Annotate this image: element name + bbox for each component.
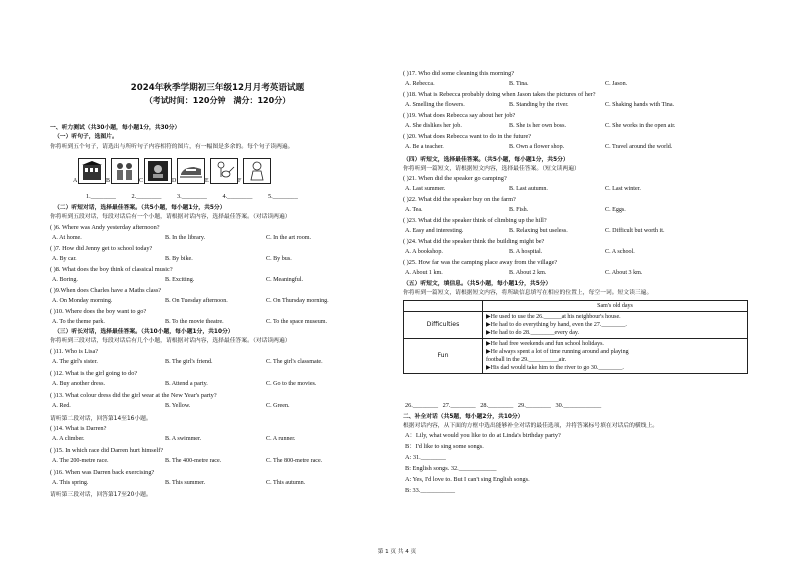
option-c[interactable]: C. A runner.: [266, 436, 296, 442]
option-b[interactable]: B. To the movie theatre.: [165, 319, 224, 325]
question-stem[interactable]: ( )8. What does the boy think of classical music?: [50, 266, 173, 273]
boy-icon: [244, 159, 270, 183]
question-stem[interactable]: ( )23. What did the speaker think of climbing up the hill?: [403, 217, 547, 224]
building-icon: [79, 159, 105, 183]
table-line: ▶He always spent a lot of time running around and playing: [486, 349, 629, 355]
option-a[interactable]: A. Smelling the flowers.: [405, 102, 465, 108]
option-b[interactable]: B. Tina.: [509, 81, 529, 87]
dialogue-line[interactable]: B: English songs. 32.____________: [405, 465, 497, 472]
option-a[interactable]: A. Tea.: [405, 207, 423, 213]
option-c[interactable]: C. Last winter.: [605, 186, 641, 192]
option-b[interactable]: B. Exciting.: [165, 277, 195, 283]
option-a[interactable]: A. Buy another dress.: [52, 381, 105, 387]
exam-title: 2024年秋季学期初三年级12月月考英语试题: [130, 83, 305, 93]
option-c[interactable]: C. The 800-metre race.: [266, 458, 323, 464]
option-c[interactable]: C. A school.: [605, 249, 635, 255]
picture-e: [205, 158, 238, 184]
option-b[interactable]: B. On Tuesday afternoon.: [165, 298, 228, 304]
dialogue-line[interactable]: A: 31.________: [405, 454, 446, 461]
poster-icon: [145, 159, 171, 183]
option-a[interactable]: A. She dislikes her job.: [405, 123, 462, 129]
question-stem[interactable]: ( )11. Who is Lisa?: [50, 348, 99, 355]
option-b[interactable]: B. In the library.: [165, 235, 206, 241]
option-c[interactable]: C. By bus.: [266, 256, 292, 262]
note-dialogue-2: 请听第二段对话，回答第14至16小题。: [50, 416, 152, 422]
option-b[interactable]: B. A hospital.: [509, 249, 543, 255]
table-header: Sam's old days: [483, 301, 748, 312]
picture-b: [106, 158, 139, 184]
question-stem[interactable]: ( )14. What is Darren?: [50, 425, 107, 432]
exam-subtitle: （考试时间：120分钟 满分：120分）: [144, 96, 291, 105]
question-stem[interactable]: ( )22. What did the speaker buy on the farm?: [403, 196, 516, 203]
question-stem[interactable]: ( )17. Who did some cleaning this morning?: [403, 70, 515, 77]
option-b[interactable]: B. A swimmer.: [165, 436, 202, 442]
table-line: ▶He had to do everything by hand, even the 27.________.: [486, 322, 627, 328]
picture-f: [238, 158, 271, 184]
option-c[interactable]: C. To the space museum.: [266, 319, 328, 325]
question-stem[interactable]: ( )15. In which race did Darren hurt himself?: [50, 447, 164, 454]
picture-label: B: [106, 178, 111, 184]
part2-instructions: 你将听到五段对话，每段对话后有一个小题，请根据对话内容，选择最佳答案。（对话读两遍）: [50, 214, 291, 220]
option-a[interactable]: A. The 200-metre race.: [52, 458, 109, 464]
part4-heading: （四）听短文，选择最佳答案。（共5小题，每小题1分，共5分）: [403, 157, 569, 163]
section1-heading: 一、听力测试（共30小题，每小题1分，共30分）: [50, 125, 181, 131]
option-a[interactable]: A. A bookshop.: [405, 249, 443, 255]
part2-heading: （二）听短对话，选择最佳答案。（共5小题，每小题1分，共5分）: [54, 205, 226, 211]
part1-answer-blanks[interactable]: 1.________ 2.________ 3.________ 4.________ 5.________: [86, 193, 298, 200]
fun-label: Fun: [404, 339, 483, 374]
picture-label: A: [73, 178, 78, 184]
option-a[interactable]: A. At home.: [52, 235, 82, 241]
picture-label: C: [139, 178, 144, 184]
option-b[interactable]: B. Fish.: [509, 207, 529, 213]
option-a[interactable]: A. About 1 km.: [405, 270, 443, 276]
part3-instructions: 你将听到三段对话，每段对话后有几个小题，请根据对话内容，选择最佳答案。（对话读两遍）: [50, 338, 291, 344]
option-b[interactable]: B. This summer.: [165, 480, 206, 486]
option-b[interactable]: B. Attend a party.: [165, 381, 208, 387]
option-c[interactable]: C. She works in the open air.: [605, 123, 676, 129]
table-line: ▶He had free weekends and fun school holidays.: [486, 341, 604, 347]
option-a[interactable]: A. Red.: [52, 403, 71, 409]
difficulties-label: Difficulties: [404, 312, 483, 339]
table-row-difficulties: [404, 312, 748, 339]
guitar-player-icon: [211, 159, 237, 183]
part5-instructions: 你将听到一篇短文，请根据短文内容，将所缺信息填写在相应的位置上，每空一词。短文读三遍。: [403, 290, 653, 296]
question-stem[interactable]: ( )24. What did the speaker think the building might be?: [403, 238, 545, 245]
part1-instructions: 你将听到五个句子，请选出与所听句子内容相符的图片，有一幅图是多余的。每个句子读两遍。: [50, 144, 294, 150]
table-line: ▶His dad would take him to the river to go 30.________.: [486, 365, 624, 371]
difficulties-cell[interactable]: [483, 312, 748, 339]
option-a[interactable]: A. Rebecca.: [405, 81, 435, 87]
question-stem[interactable]: ( )19. What does Rebecca say about her job?: [403, 112, 516, 119]
option-b[interactable]: B. Yellow.: [165, 403, 191, 409]
option-b[interactable]: B. The 400-metre race.: [165, 458, 222, 464]
option-c[interactable]: C. About 3 km.: [605, 270, 643, 276]
option-c[interactable]: C. Go to the movies.: [266, 381, 317, 387]
option-c[interactable]: C. The girl's classmate.: [266, 359, 323, 365]
option-b[interactable]: B. The girl's friend.: [165, 359, 213, 365]
table-line: football in the 29.__________air.: [486, 357, 567, 363]
option-a[interactable]: A. Last summer.: [405, 186, 446, 192]
dialogue-line: A：Lily, what would you like to do at Linda's birthday party?: [405, 432, 561, 439]
question-stem[interactable]: ( )25. How far was the camping place away from the village?: [403, 259, 558, 266]
sams-old-days-table: [403, 300, 748, 374]
option-c[interactable]: C. Difficult but worth it.: [605, 228, 665, 234]
option-b[interactable]: B. About 2 km.: [509, 270, 547, 276]
picture-a: [73, 158, 106, 184]
option-c[interactable]: C. On Thursday morning.: [266, 298, 329, 304]
dialogue-line[interactable]: B: 33.___________: [405, 487, 456, 494]
part4-instructions: 你将听到一篇短文，请根据短文内容，选择最佳答案。（短文读两遍）: [403, 166, 580, 172]
question-stem[interactable]: ( )10. Where does the boy want to go?: [50, 308, 147, 315]
table-row-fun: [404, 339, 748, 374]
option-b[interactable]: B. She is her own boss.: [509, 123, 567, 129]
option-a[interactable]: A. Boring.: [52, 277, 78, 283]
question-stem[interactable]: ( )9.When does Charles have a Maths class?: [50, 287, 162, 294]
option-c[interactable]: C. This autumn.: [266, 480, 306, 486]
picture-d: [172, 158, 205, 184]
option-c[interactable]: C. Travel around the world.: [605, 144, 673, 150]
option-b[interactable]: B. Own a flower shop.: [509, 144, 565, 150]
dialogue-line: B：I'd like to sing some songs.: [405, 443, 484, 450]
part1-heading: （一）听句子，选图片。: [54, 134, 118, 140]
option-c[interactable]: C. Green.: [266, 403, 290, 409]
option-a[interactable]: A. By car.: [52, 256, 77, 262]
option-c[interactable]: C. Jason.: [605, 81, 628, 87]
option-c[interactable]: C. Meaningful.: [266, 277, 304, 283]
part5-answer-blanks[interactable]: 26.________ 27.________ 28.________ 29.________ 30.____________: [405, 402, 602, 409]
fun-cell[interactable]: [483, 339, 748, 374]
part5-heading: （五）听短文，填信息。（共5小题，每小题1分，共5分）: [403, 281, 552, 287]
option-b[interactable]: B. Last autumn.: [509, 186, 548, 192]
option-b[interactable]: B. Relaxing but useless.: [509, 228, 568, 234]
option-a[interactable]: A. The girl's sister.: [52, 359, 98, 365]
question-stem[interactable]: ( )12. What is the girl going to do?: [50, 370, 138, 377]
question-stem[interactable]: ( )21. When did the speaker go camping?: [403, 175, 507, 182]
question-stem[interactable]: ( )7. How did Jenny get to school today?: [50, 245, 153, 252]
people-icon: [112, 159, 138, 183]
question-stem[interactable]: ( )18. What is Rebecca probably doing when Jason takes the pictures of her?: [403, 91, 596, 98]
picture-row: [73, 158, 271, 184]
section2-heading: 二、补全对话（共5题，每小题2分，共10分）: [403, 414, 524, 420]
table-line: ▶He had to do 28.________every day.: [486, 330, 580, 336]
option-a[interactable]: A. A climber.: [52, 436, 85, 442]
option-a[interactable]: A. Easy and interesting.: [405, 228, 464, 234]
train-icon: [178, 159, 204, 183]
note-dialogue-3: 请听第三段对话，回答第17至20小题。: [50, 492, 152, 498]
option-c[interactable]: C. Shaking hands with Tina.: [605, 102, 675, 108]
question-stem[interactable]: ( )16. When was Darren back exercising?: [50, 469, 155, 476]
option-a[interactable]: A. This spring.: [52, 480, 89, 486]
picture-c: [139, 158, 172, 184]
table-line: ▶He used to use the 26.______at his neighbour's house.: [486, 314, 621, 320]
question-stem[interactable]: ( )6. Where was Andy yesterday afternoon?: [50, 224, 160, 231]
picture-label: E: [205, 178, 209, 184]
page-footer: 第 1 页 共 4 页: [377, 549, 417, 555]
option-b[interactable]: B. Standing by the river.: [509, 102, 569, 108]
option-a[interactable]: A. Be a teacher.: [405, 144, 444, 150]
option-c[interactable]: C. Eggs.: [605, 207, 626, 213]
section2-instructions: 根据对话内容，从下面的方框中选出能够补全对话的最佳选项，并将答案标号填在对话后的横线上。: [403, 423, 659, 429]
option-c[interactable]: C. In the art room.: [266, 235, 312, 241]
dialogue-line: A: Yes, I'd love to. But I can't sing English songs.: [405, 476, 530, 483]
picture-label: D: [172, 178, 177, 184]
option-a[interactable]: A. To the theme park.: [52, 319, 105, 325]
question-stem[interactable]: ( )20. What does Rebecca want to do in the future?: [403, 133, 532, 140]
table-header-row: [404, 301, 748, 312]
picture-label: F: [238, 178, 242, 184]
question-stem[interactable]: ( )13. What colour dress did the girl wear at the New Year's party?: [50, 392, 217, 399]
part3-heading: （三）听长对话，选择最佳答案。（共10小题，每小题1分，共10分）: [54, 329, 234, 335]
option-a[interactable]: A. On Monday morning.: [52, 298, 113, 304]
option-b[interactable]: B. By bike.: [165, 256, 193, 262]
